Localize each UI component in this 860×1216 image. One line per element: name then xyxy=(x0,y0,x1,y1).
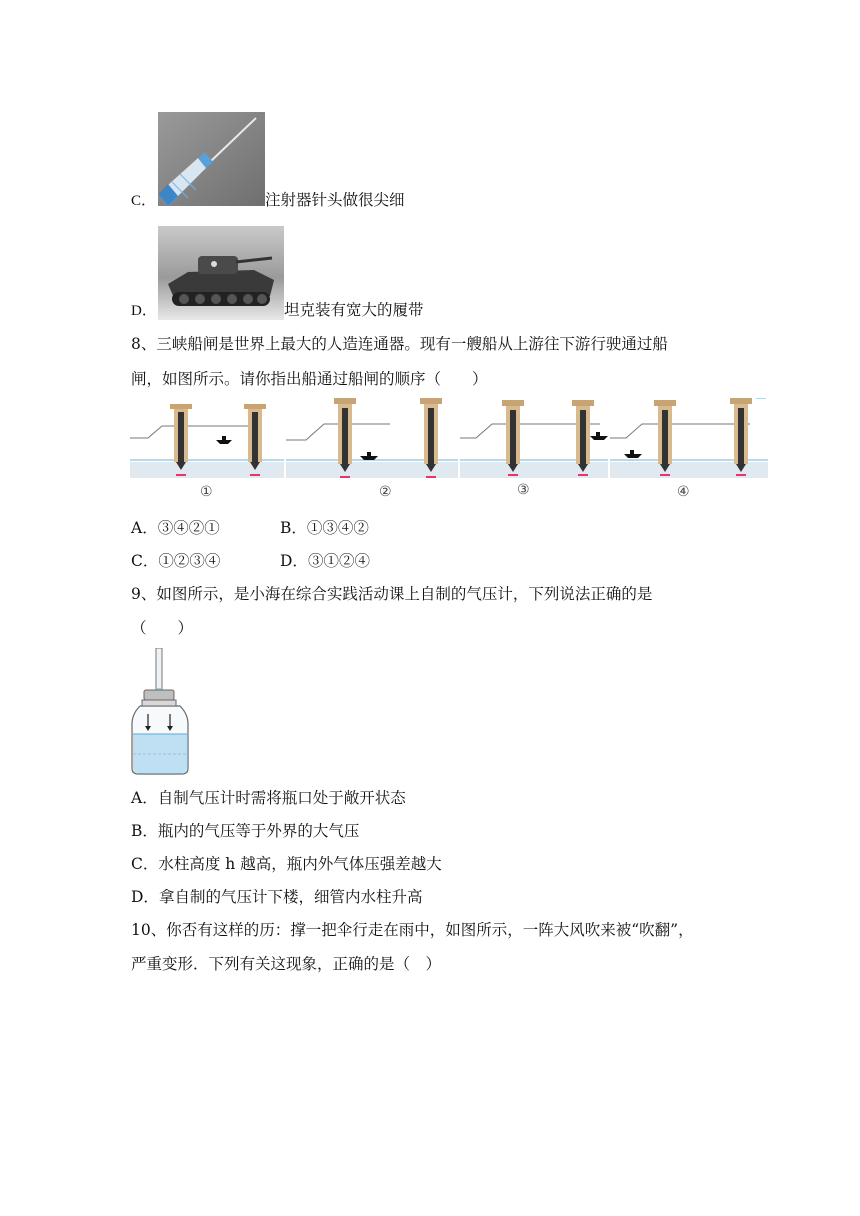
ship-lock-diagram xyxy=(130,398,768,506)
panel-label-1: ① xyxy=(200,484,213,500)
q8-option-c: C．①②③④ xyxy=(131,552,221,570)
option-d-letter: D． xyxy=(131,303,157,319)
syringe-image xyxy=(158,112,265,206)
q9-option-d: D．拿自制的气压计下楼，细管内水柱升高 xyxy=(131,888,423,906)
q10-stem-line2: 严重变形．下列有关这现象，正确的是（ ） xyxy=(131,955,442,973)
q9-option-b: B．瓶内的气压等于外界的大气压 xyxy=(131,822,360,840)
lock-panel-2 xyxy=(286,398,458,480)
lock-panel-3 xyxy=(460,400,608,480)
q8-option-b: B．①③④② xyxy=(280,519,369,537)
panel-label-4: ④ xyxy=(677,484,690,500)
option-d-text: 坦克装有宽大的履带 xyxy=(284,301,424,319)
q8-option-a: A．③④②① xyxy=(131,519,220,537)
tank-image xyxy=(158,226,284,320)
option-c-text: 注射器针头做很尖细 xyxy=(265,191,405,209)
q8-stem-line2: 闸，如图所示。请你指出船通过船闸的顺序（ ） xyxy=(131,370,488,388)
panel-label-2: ② xyxy=(379,484,392,500)
barometer-bottle-image xyxy=(128,648,192,776)
q8-stem-line1: 8、三峡船闸是世界上最大的人造连通器。现有一艘船从上游往下游行驶通过船 xyxy=(131,335,668,353)
option-c-letter: C． xyxy=(131,193,157,209)
q9-stem-line2: （ ） xyxy=(131,619,194,637)
q8-option-d: D．③①②④ xyxy=(280,552,370,570)
q9-option-a: A．自制气压计时需将瓶口处于敞开状态 xyxy=(131,789,406,807)
lock-panel-4 xyxy=(610,398,768,480)
lock-panel-1 xyxy=(130,404,284,480)
panel-label-3: ③ xyxy=(517,482,530,498)
q10-stem-line1: 10、你否有这样的历：撑一把伞行走在雨中，如图所示，一阵大风吹来被“吹翻”， xyxy=(131,921,694,939)
q9-option-c: C．水柱高度 h 越高，瓶内外气体压强差越大 xyxy=(131,855,442,873)
q9-stem-line1: 9、如图所示，是小海在综合实践活动课上自制的气压计，下列说法正确的是 xyxy=(131,585,653,603)
